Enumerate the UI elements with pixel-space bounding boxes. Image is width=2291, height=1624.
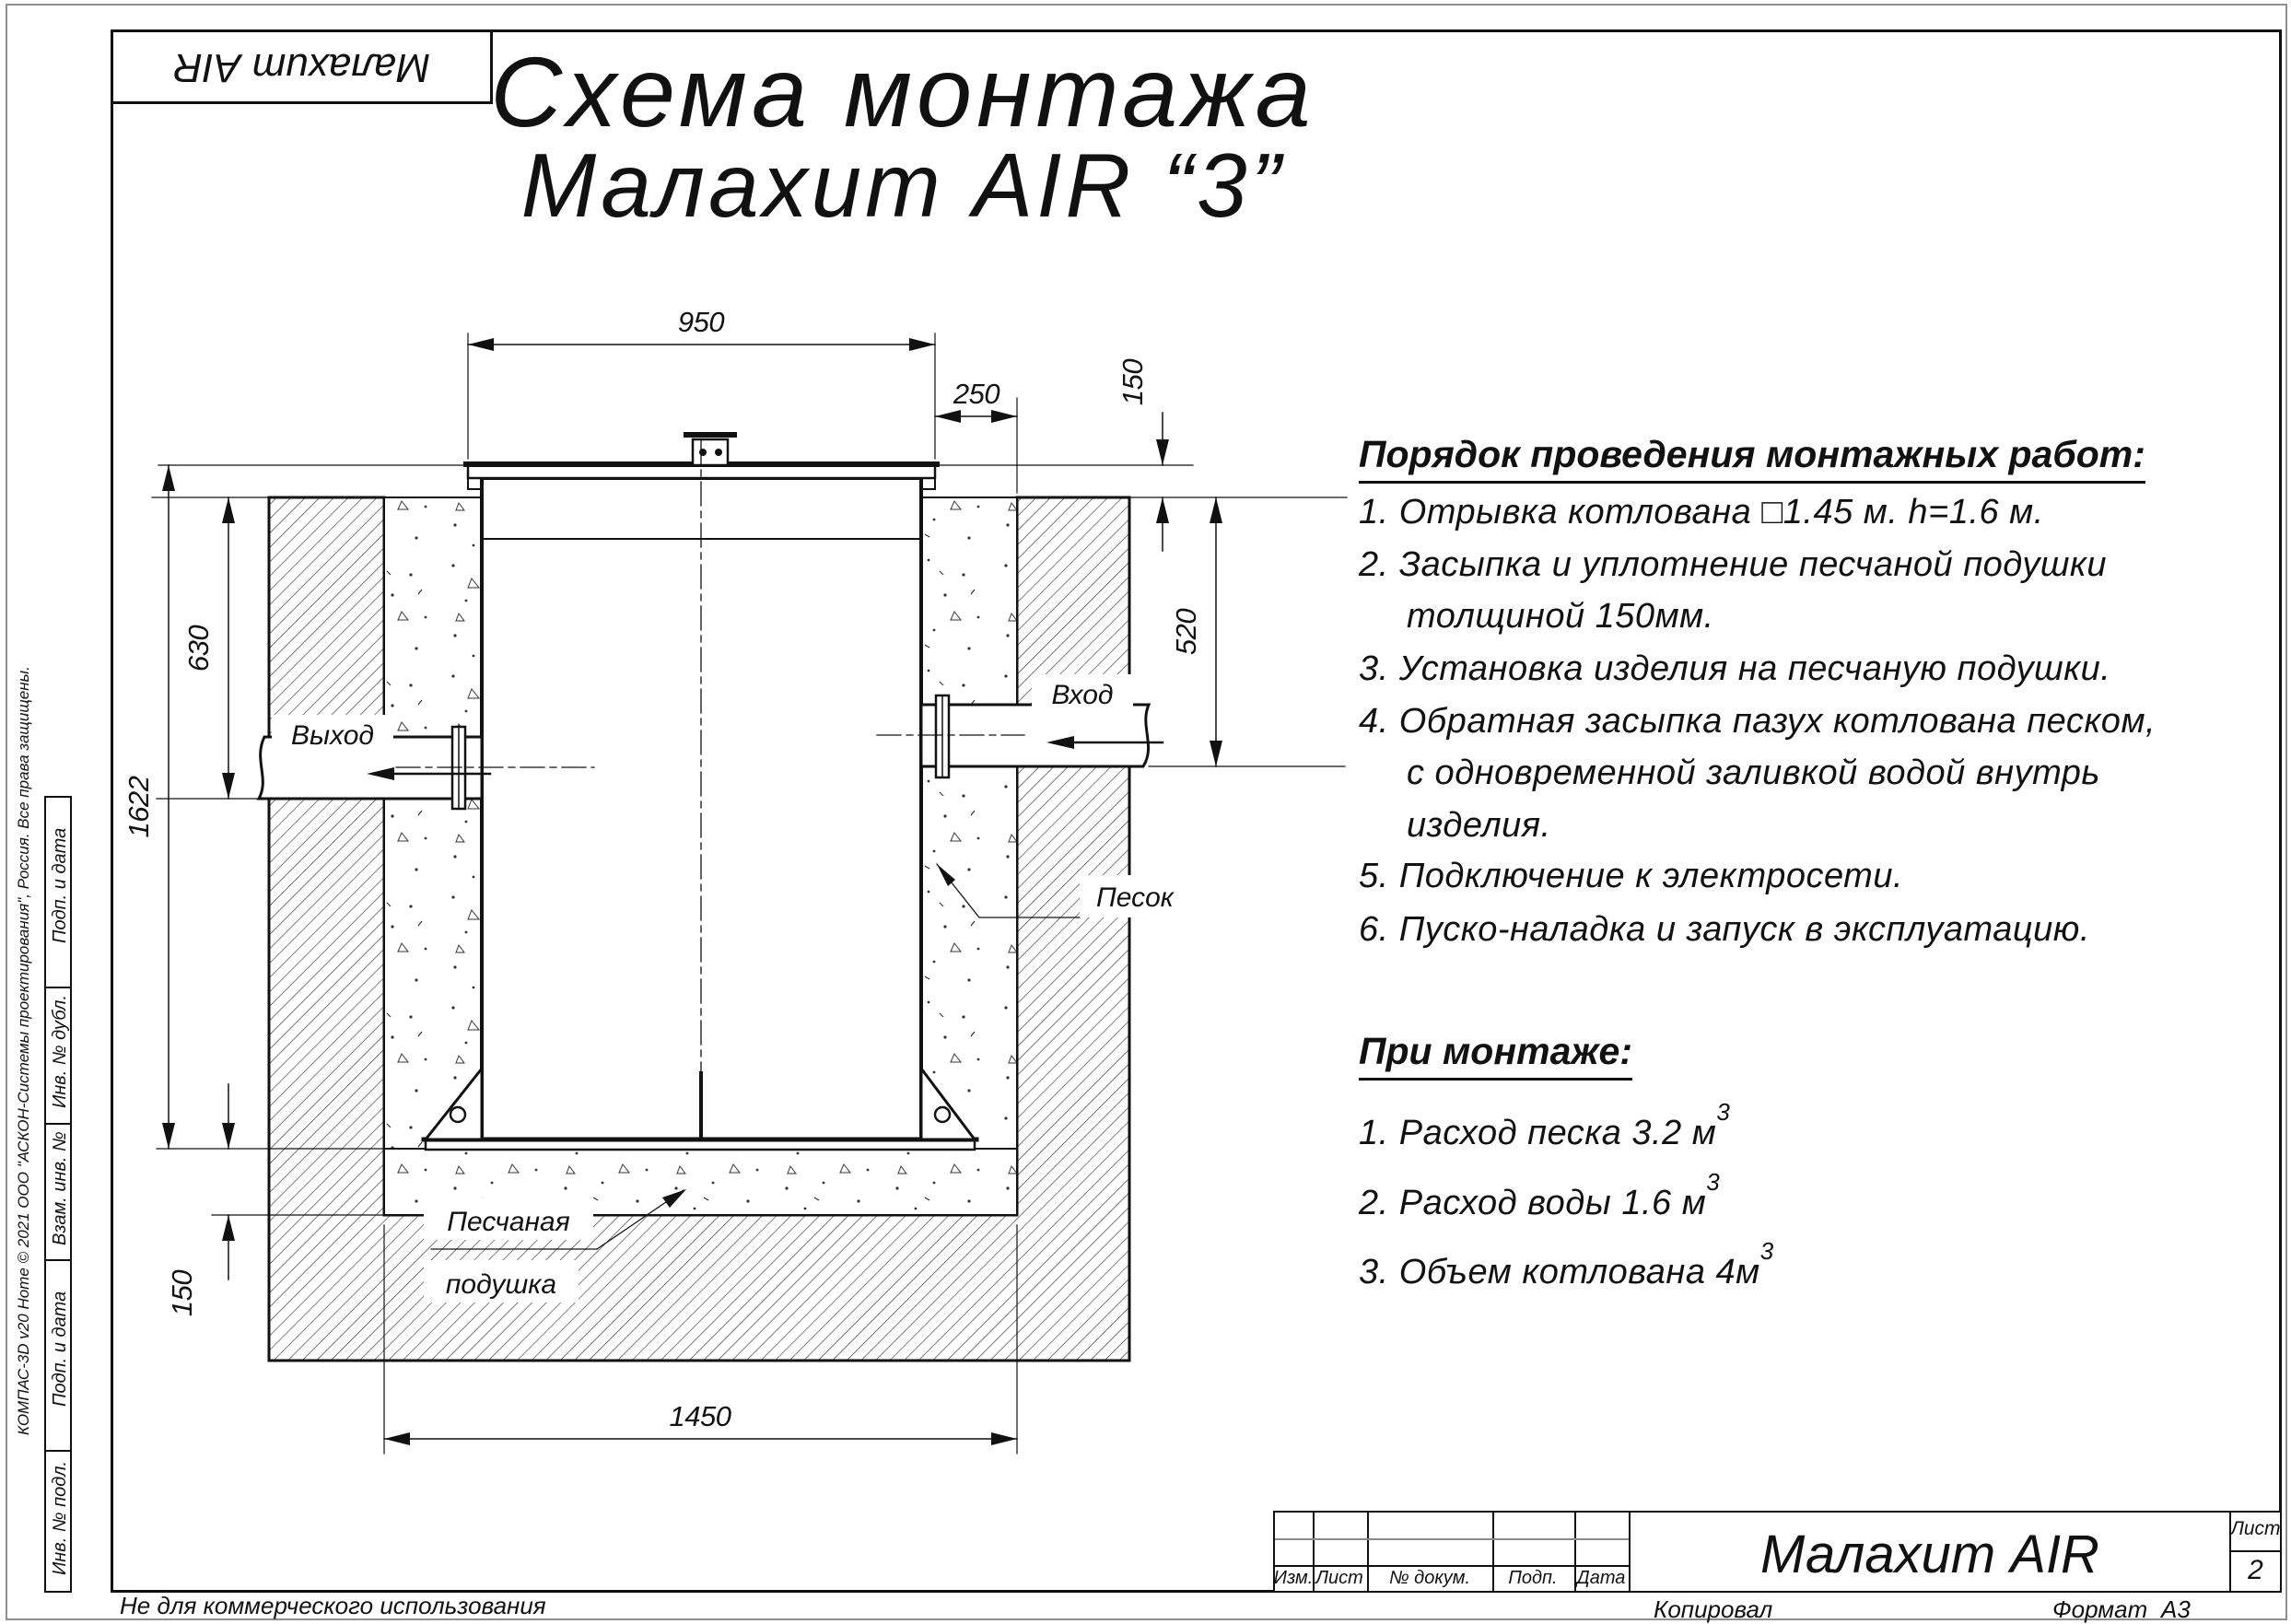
format-value: А3	[2161, 1595, 2191, 1623]
header-data: Дата	[1576, 1568, 1626, 1588]
inlet-pipe	[921, 705, 1149, 766]
dim-150-bottom: 150	[166, 1269, 198, 1317]
field-vzam-inv: Взам. инв. №	[50, 1131, 70, 1245]
dim-250: 250	[953, 378, 1000, 410]
title-block-line	[1367, 1513, 1369, 1591]
montage-item-text: 2. Расход воды 1.6 м	[1359, 1184, 1707, 1222]
title-block-line	[1275, 1538, 1629, 1540]
title-block-line	[1275, 1565, 1629, 1567]
sand-cushion-label-line2: подушка	[445, 1269, 557, 1300]
instructions-block	[1359, 426, 2289, 1347]
page-title: Схема монтажа	[490, 36, 1315, 147]
instruction-line: 3. Установка изделия на песчаную подушки.	[1359, 649, 2111, 688]
montage-item-sup: 3	[1716, 1098, 1731, 1126]
inlet-label: Вход	[1051, 680, 1114, 710]
top-left-stamp	[111, 29, 493, 104]
montage-item-sup: 3	[1706, 1168, 1721, 1196]
outlet-label: Выход	[290, 720, 375, 751]
montage-item-text: 1. Расход песка 3.2 м	[1359, 1114, 1717, 1152]
document-name: Малахит AIR	[1760, 1525, 2099, 1584]
header-list: Лист	[1315, 1568, 1363, 1588]
instructions-heading: Порядок проведения монтажных работ:	[1359, 433, 2145, 484]
instruction-line: толщиной 150мм.	[1407, 597, 1714, 636]
strip-divider	[46, 1450, 70, 1452]
montage-item	[1359, 1237, 1774, 1292]
instruction-line: 4. Обратная засыпка пазух котлована песком,	[1359, 702, 2157, 741]
instruction-line: изделия.	[1407, 806, 1551, 845]
page-subtitle: Малахит AIR “3”	[520, 134, 1285, 236]
field-inv-podl: Инв. № подл.	[50, 1460, 70, 1575]
tank-vent	[693, 439, 728, 465]
dim-1622: 1622	[123, 776, 155, 838]
montage-item-text: 3. Объем котлована 4м	[1359, 1253, 1760, 1291]
dim-150-top: 150	[1116, 358, 1149, 406]
strip-divider	[46, 1259, 70, 1261]
sand-cushion-label-line1: Песчаная	[447, 1207, 570, 1237]
header-n-dokum: № докум.	[1388, 1568, 1471, 1588]
sheet-label: Лист	[2230, 1518, 2281, 1539]
dim-630: 630	[182, 625, 215, 672]
instruction-line: 6. Пуско-наладка и запуск в эксплуатацию.	[1359, 910, 2090, 949]
instruction-line: с одновременной заливкой водой внутрь	[1407, 754, 2100, 792]
field-podp-data-2: Подп. и дата	[50, 1291, 70, 1407]
sheet-number: 2	[2248, 1555, 2263, 1585]
instruction-line: 2. Засыпка и уплотнение песчаной подушки	[1359, 545, 2107, 584]
field-inv-dubl: Инв. № дубл.	[50, 995, 70, 1108]
top-left-stamp-text: Малахит AIR	[172, 44, 431, 90]
instruction-line: 5. Подключение к электросети.	[1359, 857, 1904, 895]
title-block-line	[1492, 1513, 1494, 1591]
copied-label: Копировал	[1654, 1595, 1773, 1623]
field-podp-data-1: Подп. и дата	[50, 827, 70, 943]
sand-label: Песок	[1096, 882, 1174, 913]
header-podp: Подп.	[1508, 1568, 1558, 1588]
title-block-line	[2229, 1550, 2280, 1552]
dim-520: 520	[1170, 608, 1202, 656]
not-for-commercial-note: Не для коммерческого использования	[120, 1592, 546, 1619]
kompas-copyright: КОМПАС-3D v20 Home © 2021 ООО "АСКОН-Системы проектирования", Россия. Все права защищены.	[15, 666, 32, 1435]
instruction-line: 1. Отрывка котлована □1.45 м. h=1.6 м.	[1359, 493, 2044, 532]
header-izm: Изм.	[1273, 1568, 1314, 1588]
strip-divider	[46, 1123, 70, 1125]
format-label: Формат	[2052, 1595, 2148, 1623]
strip-divider	[46, 987, 70, 988]
montage-item-sup: 3	[1759, 1237, 1774, 1265]
dim-950: 950	[677, 306, 725, 338]
montage-item	[1359, 1168, 1720, 1223]
montage-heading: При монтаже:	[1359, 1030, 1632, 1081]
title-block	[1273, 1511, 2282, 1593]
montage-item	[1359, 1098, 1730, 1153]
dim-1450: 1450	[669, 1400, 731, 1432]
